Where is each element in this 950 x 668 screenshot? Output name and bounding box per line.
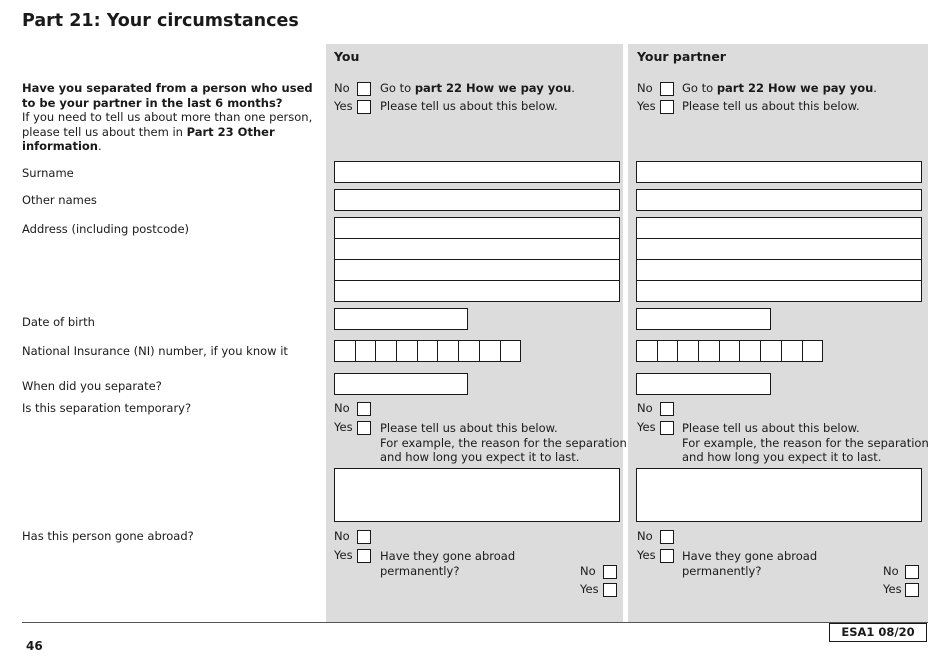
page-number: 46 (26, 639, 43, 653)
you-address-line-1[interactable] (334, 217, 620, 239)
you-temporary-no-checkbox[interactable] (357, 402, 371, 416)
partner-address-line-4[interactable] (636, 280, 922, 302)
you-separated-yes-checkbox[interactable] (357, 100, 371, 114)
you-ni-number-input[interactable] (334, 340, 520, 362)
partner-separation-date-input[interactable] (636, 373, 771, 395)
option-yes-label: Yes (334, 99, 353, 113)
you-address-line-2[interactable] (334, 238, 620, 260)
goto-instruction: Go to part 22 How we pay you. (380, 81, 575, 95)
you-address-line-3[interactable] (334, 259, 620, 281)
partner-separated-no-checkbox[interactable] (660, 82, 674, 96)
partner-ni-number-input[interactable] (636, 340, 822, 362)
you-surname-input[interactable] (334, 161, 620, 183)
partner-permanent-no-checkbox[interactable] (905, 565, 919, 579)
partner-abroad-yes-checkbox[interactable] (660, 549, 674, 563)
question-separated: Have you separated from a person who used to be your partner in the last 6 months? If you need to tell us about more than one person, please tell us about them in Part 23 Other information. (22, 81, 313, 153)
footer-divider (22, 622, 928, 623)
you-abroad-yes-checkbox[interactable] (357, 549, 371, 563)
label-ni-number: National Insurance (NI) number, if you know it (22, 344, 288, 358)
temporary-help-text: Please tell us about this below. For example, the reason for the separation and how long you expect it to last. (380, 421, 627, 464)
you-address-line-4[interactable] (334, 280, 620, 302)
partner-temporary-yes-checkbox[interactable] (660, 421, 674, 435)
you-permanent-yes-checkbox[interactable] (603, 583, 617, 597)
you-temporary-yes-checkbox[interactable] (357, 421, 371, 435)
you-abroad-no-checkbox[interactable] (357, 530, 371, 544)
you-permanent-no-checkbox[interactable] (603, 565, 617, 579)
part23-reference: Part 23 Other information (22, 124, 275, 153)
column-partner-heading: Your partner (637, 49, 726, 64)
label-address: Address (including postcode) (22, 222, 190, 236)
question-separated-text: Have you separated from a person who used to be your partner in the last 6 months? (22, 81, 313, 110)
label-dob: Date of birth (22, 315, 95, 329)
partner-surname-input[interactable] (636, 161, 922, 183)
label-surname: Surname (22, 166, 74, 180)
you-other-names-input[interactable] (334, 189, 620, 211)
partner-address-line-2[interactable] (636, 238, 922, 260)
partner-permanent-yes-checkbox[interactable] (905, 583, 919, 597)
label-other-names: Other names (22, 193, 97, 207)
you-separated-no-checkbox[interactable] (357, 82, 371, 96)
you-dob-input[interactable] (334, 308, 468, 330)
question-separated-note: If you need to tell us about more than one person, please tell us about them in (22, 110, 313, 139)
partner-separated-yes-checkbox[interactable] (660, 100, 674, 114)
label-temporary: Is this separation temporary? (22, 401, 192, 415)
partner-abroad-no-checkbox[interactable] (660, 530, 674, 544)
option-no-label: No (334, 81, 350, 95)
page-title: Part 21: Your circumstances (22, 11, 299, 31)
label-abroad: Has this person gone abroad? (22, 529, 194, 543)
partner-temporary-no-checkbox[interactable] (660, 402, 674, 416)
partner-address-line-3[interactable] (636, 259, 922, 281)
column-you-heading: You (334, 49, 360, 64)
partner-temporary-details-textarea[interactable] (636, 468, 922, 522)
abroad-permanent-question: Have they gone abroad permanently? (380, 549, 516, 578)
label-when-separate: When did you separate? (22, 379, 162, 393)
partner-other-names-input[interactable] (636, 189, 922, 211)
you-temporary-details-textarea[interactable] (334, 468, 620, 522)
tell-below-text: Please tell us about this below. (380, 99, 558, 113)
form-code-badge: ESA1 08/20 (829, 623, 927, 642)
you-separation-date-input[interactable] (334, 373, 468, 395)
partner-address-line-1[interactable] (636, 217, 922, 239)
partner-dob-input[interactable] (636, 308, 771, 330)
